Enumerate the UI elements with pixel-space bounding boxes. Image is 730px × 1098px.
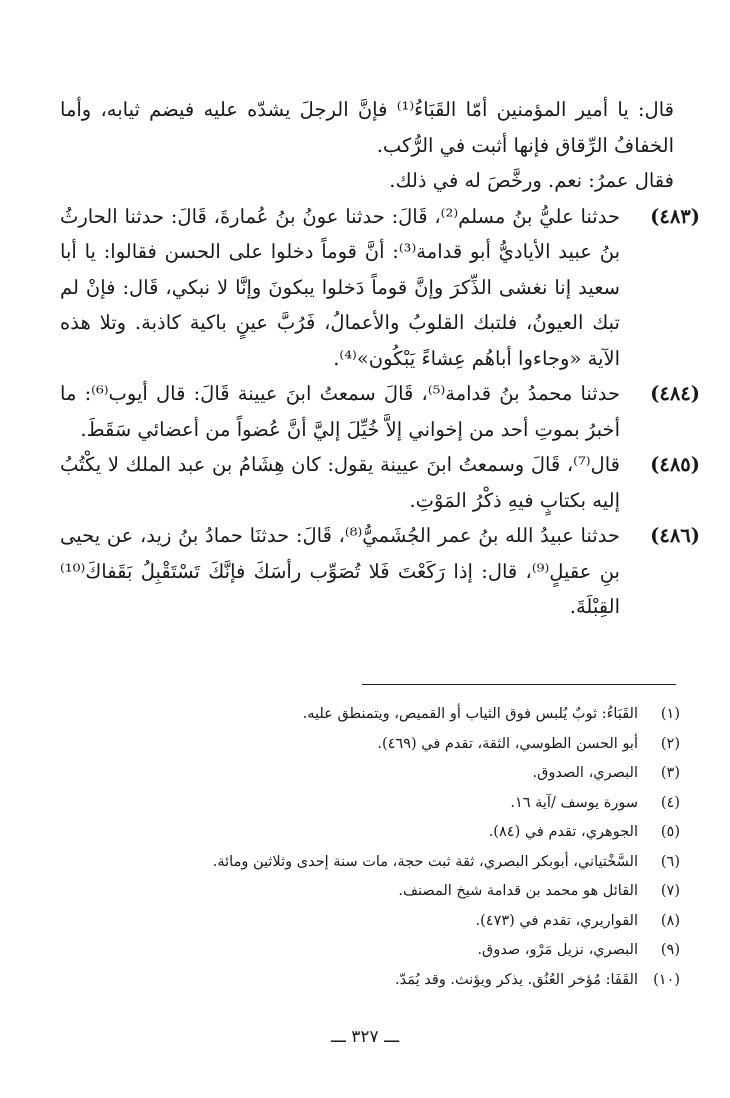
entry-483 <box>60 199 700 377</box>
footnote-3 <box>100 759 680 789</box>
footnote-text: القائل هو محمد بن قدامة شيخ المصنف. <box>398 883 638 899</box>
footnote-2 <box>100 730 680 760</box>
footnote-text: البصري، الصدوق. <box>532 765 638 781</box>
entry-number: (٤٨٣) <box>650 204 700 228</box>
footnote-text: الجوهري، تقدم في (٨٤). <box>488 824 638 840</box>
footnote-text: القَبَاءُ: ثوبٌ يُلبس فوق الثياب أو القميص، ويتمنطق عليه. <box>302 706 638 722</box>
footnote-text: أبو الحسن الطوسي، الثقة، تقدم في (٤٦٩). <box>377 735 638 752</box>
footnote-number: (٧) <box>660 883 680 899</box>
entry-text: حدثنا عليُّ بنُ مسلم⁽²⁾، قَالَ: حدثنا عونُ بنُ عُمارةَ، قَالَ: حدثنا الحارثُ بنُ عبيد الأياديُّ أبو قدامة⁽³⁾: أنَّ قوماً دخلوا على الحسن فقالوا: يا أبا سعيد إنا نغشى الذِّكرَ وإنَّ قوماً دَخلوا يبكونَ وإنَّا لا نبكي، قَال: فإنْ لم تبك العيونُ، فلتبك القلوبُ والأعمالُ، فَرُبَّ عينٍ باكية كاذبة. وتلا هذه الآية «وجاءوا أباهُم عِشاءً يَبْكُون»⁽⁴⁾. <box>60 204 620 370</box>
footnote-5 <box>100 818 680 848</box>
footnote-number: (٢) <box>660 735 680 752</box>
footnote-number: (٦) <box>660 853 680 870</box>
footnote-text: القواريري، تقدم في (٤٧٣). <box>475 912 638 929</box>
footnote-4 <box>100 789 680 819</box>
footnote-text: السَّخْتياني، أبوبكر البصري، ثقة ثبت حجة، مات سنة إحدى وثلاثين ومائة. <box>212 853 638 870</box>
footnote-number: (٥) <box>660 824 680 840</box>
footnote-number: (١) <box>660 706 680 722</box>
main-text <box>60 92 700 625</box>
entry-number: (٤٨٤) <box>650 382 701 405</box>
entry-485 <box>60 447 700 518</box>
page-number: ـــ ٣٢٧ ـــ <box>330 1027 400 1047</box>
footnote-text: القَفَا: مُؤخر العُنُق. يذكر ويؤنث. وقد يُمَدّ. <box>395 971 638 988</box>
footnote-number: (٤) <box>660 794 680 811</box>
entry-484 <box>60 376 700 447</box>
footnote-number: (٨) <box>660 912 680 929</box>
entry-text: حدثنا محمدُ بنُ قدامة⁽⁵⁾، قَالَ سمعتُ ابنَ عيينة قَالَ: قال أيوب⁽⁶⁾: ما أخبرُ بموتِ أحد من إخواني إلاَّ خُيِّلَ إليَّ أنَّ عُضواً من أعضائي سَقَطَ. <box>60 382 621 441</box>
entry-number: (٤٨٦) <box>650 524 700 547</box>
footnote-10 <box>100 966 680 996</box>
footnote-9 <box>100 936 680 966</box>
footnote-text: البصري، نزيل مَرْو، صدوق. <box>477 942 638 958</box>
footnote-number: (٣) <box>660 765 680 781</box>
entry-text: قال⁽⁷⁾، قَالَ وسمعتُ ابنَ عيينة يقول: كان هِشَامُ بن عبد الملك لا يكْتُبُ إليه بكتابٍ فيهِ ذكْرُ المَوْتِ. <box>60 453 620 512</box>
footnote-6 <box>100 848 680 878</box>
footnotes <box>100 700 680 995</box>
entry-number: (٤٨٥) <box>650 453 700 476</box>
entry-486 <box>60 518 700 625</box>
entry-text: حدثنا عبيدُ الله بنُ عمر الجُشَميُّ⁽⁸⁾، قَالَ: حدثنَا حمادُ بنُ زيد، عن يحيى بنِ عقيلٍ⁽⁹⁾، قال: إذا رَكَعْتَ فَلا تُصَوِّب رأسَكَ فإنَّكَ تَسْتَقْبِلُ بَقَفاكَ⁽¹⁰⁾ القِبْلَةَ. <box>60 524 620 618</box>
footnote-number: (١٠) <box>653 971 680 988</box>
footnote-7 <box>100 877 680 907</box>
footnote-divider <box>362 684 676 685</box>
paragraph-2: فقال عمرُ: نعم. ورخَّصَ له في ذلك. <box>389 169 674 192</box>
footnote-text: سورة يوسف /آية ١٦. <box>510 794 638 811</box>
paragraph-1: قال: يا أمير المؤمنين أمّا القَبَاءُ⁽¹⁾ فإنَّ الرجلَ يشدّه عليه فيضم ثيابه، وأما الخفافُ الرِّقاق فإنها أثبت في الرُّكب. <box>60 98 674 157</box>
footnote-1 <box>100 700 680 730</box>
footnote-8 <box>100 907 680 937</box>
footnote-number: (٩) <box>660 942 680 958</box>
